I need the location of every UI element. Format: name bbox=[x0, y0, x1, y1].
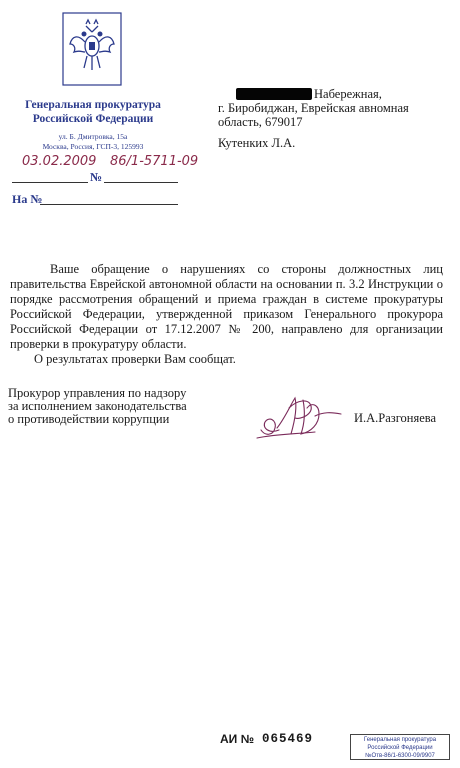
recipient-region: область, 679017 bbox=[218, 115, 303, 129]
series-number: 065469 bbox=[262, 732, 314, 746]
in-reply-underline bbox=[40, 204, 178, 205]
body-paragraph-closing: О результатах проверки Вам сообщат. bbox=[34, 352, 236, 366]
number-label: № bbox=[90, 170, 103, 184]
org-name-line1: Генеральная прокуратура bbox=[25, 99, 161, 111]
handwritten-signature-icon bbox=[255, 390, 345, 446]
recipient-city: г. Биробиджан, Еврейская авномная bbox=[218, 101, 409, 115]
body-paragraph: Ваше обращение о нарушениях со стороны должностных лиц правительства Еврейской автономной области на основании п. 3.2 Инструкции о порядке рассмотрения обращений и приема граждан в системе прокуратуры Российской Федерации, утвержденной приказом Генерального прокурора Российской Федерации от 17.12.2007 № 200, направлено для организации проверки в прокуратуру области. bbox=[10, 262, 443, 351]
in-reply-label: На № bbox=[12, 192, 43, 206]
coat-of-arms-icon bbox=[62, 12, 122, 86]
stamp-line: Российской Федерации bbox=[367, 745, 433, 751]
date-field: 03.02.2009 bbox=[22, 154, 97, 169]
registration-stamp bbox=[350, 734, 450, 760]
org-name-line2: Российской Федерации bbox=[32, 113, 154, 125]
series-label: АИ № bbox=[220, 732, 255, 746]
signatory-name: И.А.Разгоняева bbox=[354, 411, 437, 425]
recipient-street: Набережная, bbox=[314, 87, 382, 101]
signatory-title-line: за исполнением законодательства bbox=[8, 399, 187, 413]
signatory-title-line: Прокурор управления по надзору bbox=[8, 386, 187, 400]
recipient-name: Кутенких Л.А. bbox=[218, 136, 296, 150]
stamp-line: №Отв-86/1-6300-09/9907 bbox=[365, 753, 435, 759]
signatory-title bbox=[8, 387, 218, 426]
org-address-line1: ул. Б. Дмитровка, 15а bbox=[58, 132, 128, 141]
stamp-line: Генеральная прокуратура bbox=[363, 737, 437, 743]
redacted-block bbox=[236, 88, 312, 100]
number-underline-left bbox=[12, 182, 88, 183]
signatory-title-line: о противодействии коррупции bbox=[8, 412, 170, 426]
outgoing-number-field: 86/1-5711-09 bbox=[110, 154, 199, 169]
letter-body bbox=[10, 262, 443, 367]
org-address-line2: Москва, Россия, ГСП-3, 125993 bbox=[42, 142, 144, 151]
number-underline-right bbox=[104, 182, 178, 183]
